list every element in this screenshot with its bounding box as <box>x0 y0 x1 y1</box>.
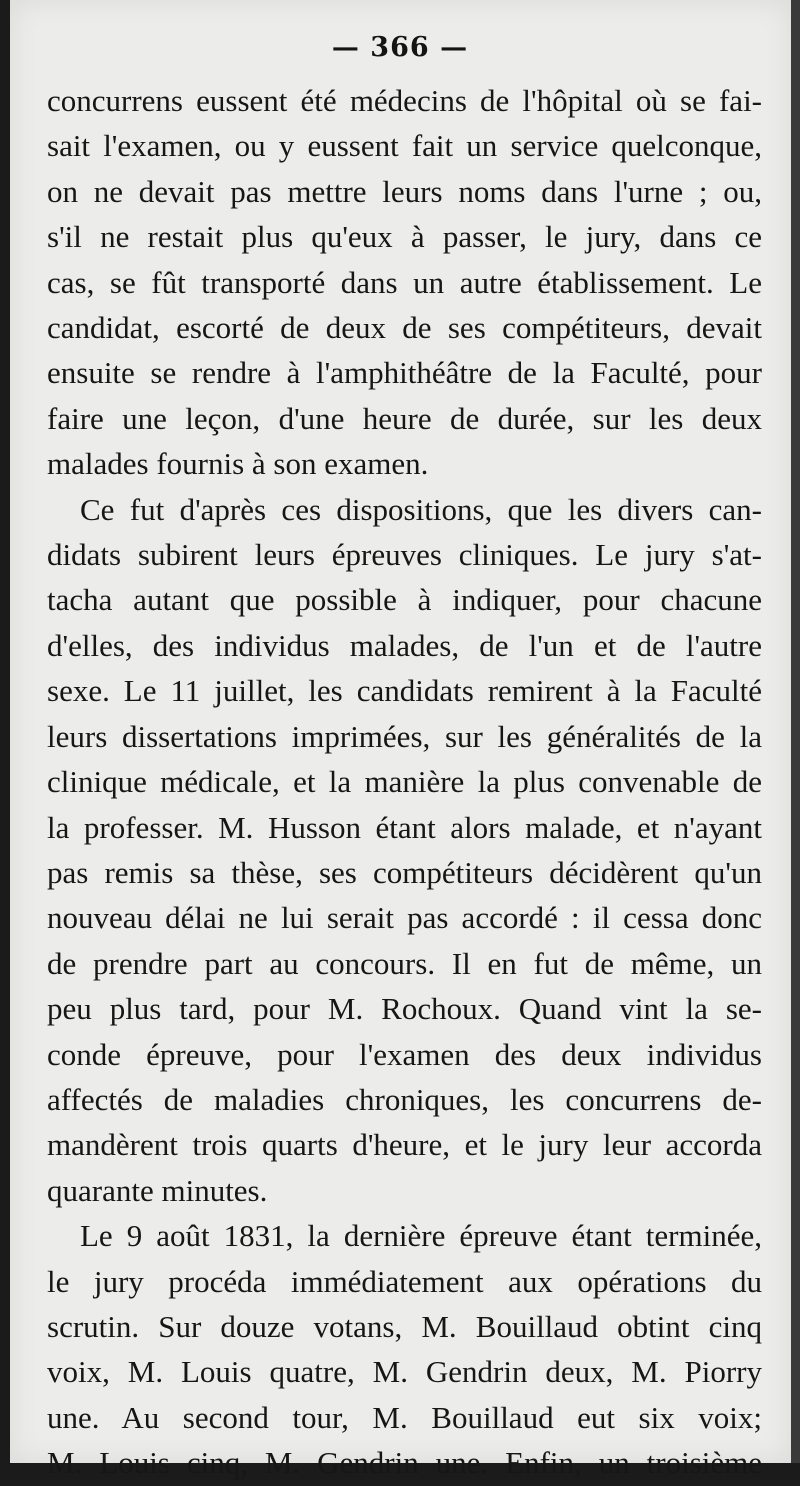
text-line: voix, M. Louis quatre, M. Gendrin deux, M. Piorry <box>47 1354 762 1390</box>
text-line: cas, se fût transporté dans un autre établissement. Le <box>47 264 762 300</box>
text-line: affectés de maladies chroniques, les concurrens de- <box>47 1081 762 1117</box>
text-line: nouveau délai ne lui serait pas accordé : il cessa donc <box>47 900 762 936</box>
text-line: concurrens eussent été médecins de l'hôpital où se fai- <box>47 83 762 118</box>
body-text <box>47 78 762 1486</box>
text-line: faire une leçon, d'une heure de durée, sur les deux <box>47 400 762 436</box>
text-line: tacha autant que possible à indiquer, pour chacune <box>47 582 762 618</box>
text-line: pas remis sa thèse, ses compétiteurs décidèrent qu'un <box>47 854 762 890</box>
text-line: sait l'examen, ou y eussent fait un service quelconque, <box>47 128 762 164</box>
text-line: mandèrent trois quarts d'heure, et le jury leur accorda <box>47 1127 762 1163</box>
text-line: scrutin. Sur douze votans, M. Bouillaud obtint cinq <box>47 1308 762 1344</box>
text-line: malades fournis à son examen. <box>47 446 429 482</box>
scan-edge <box>791 0 800 1463</box>
text-line: M. Louis cinq, M. Gendrin une. Enfin, un troisième <box>47 1445 762 1481</box>
text-line: peu plus tard, pour M. Rochoux. Quand vint la se- <box>47 991 762 1027</box>
text-line: de prendre part au concours. Il en fut de même, un <box>47 945 762 981</box>
text-line: une. Au second tour, M. Bouillaud eut six voix; <box>47 1399 762 1435</box>
text-line: s'il ne restait plus qu'eux à passer, le jury, dans ce <box>47 219 762 255</box>
text-line: Le 9 août 1831, la dernière épreuve étant terminée, <box>80 1218 762 1254</box>
text-line: Ce fut d'après ces dispositions, que les divers can- <box>80 491 762 527</box>
text-line: la professer. M. Husson étant alors malade, et n'ayant <box>47 809 762 845</box>
text-line: leurs dissertations imprimées, sur les généralités de la <box>47 718 762 754</box>
page-number: — 366 — <box>331 32 469 63</box>
text-line: sexe. Le 11 juillet, les candidats remirent à la Faculté <box>47 673 762 709</box>
text-line: on ne devait pas mettre leurs noms dans l'urne ; ou, <box>47 173 762 209</box>
text-line: ensuite se rendre à l'amphithéâtre de la Faculté, pour <box>47 355 762 391</box>
text-line: didats subirent leurs épreuves cliniques. Le jury s'at- <box>47 537 762 573</box>
text-line: d'elles, des individus malades, de l'un et de l'autre <box>47 627 762 663</box>
text-line: candidat, escorté de deux de ses compétiteurs, devait <box>47 310 762 346</box>
text-line: le jury procéda immédiatement aux opérations du <box>47 1263 762 1299</box>
text-line: quarante minutes. <box>47 1172 268 1208</box>
text-line: conde épreuve, pour l'examen des deux individus <box>47 1036 762 1072</box>
text-line: clinique médicale, et la manière la plus convenable de <box>47 764 762 800</box>
